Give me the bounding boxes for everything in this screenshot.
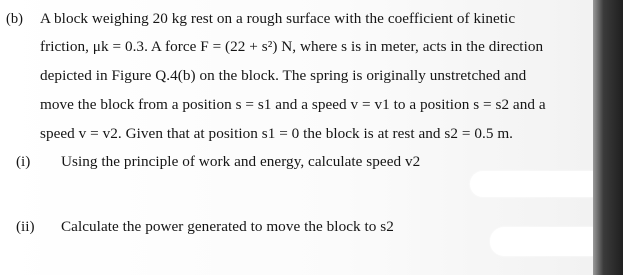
redaction-mark-lower	[490, 227, 606, 256]
part-label-b: (b)	[6, 11, 24, 27]
scanned-page-edge	[593, 0, 623, 275]
subquestion-i-text: Using the principle of work and energy, calculate speed v2	[61, 153, 421, 170]
question-line-4: move the block from a position s = s1 and a speed v = v1 to a position s = s2 and a	[40, 96, 546, 113]
subquestion-ii-label: (ii)	[16, 218, 35, 235]
subquestion-ii-text: Calculate the power generated to move the block to s2	[61, 218, 394, 235]
question-line-1: A block weighing 20 kg rest on a rough surface with the coefficient of kinetic	[40, 10, 516, 27]
question-line-3: depicted in Figure Q.4(b) on the block. The spring is originally unstretched and	[40, 67, 527, 84]
question-line-5: speed v = v2. Given that at position s1 = 0 the block is at rest and s2 = 0.5 m.	[40, 125, 514, 142]
subquestion-i-label: (i)	[16, 153, 31, 170]
redaction-mark-upper	[470, 171, 611, 197]
question-line-2: friction, μk = 0.3. A force F = (22 + s²) N, where s is in meter, acts in the direction	[40, 38, 544, 55]
